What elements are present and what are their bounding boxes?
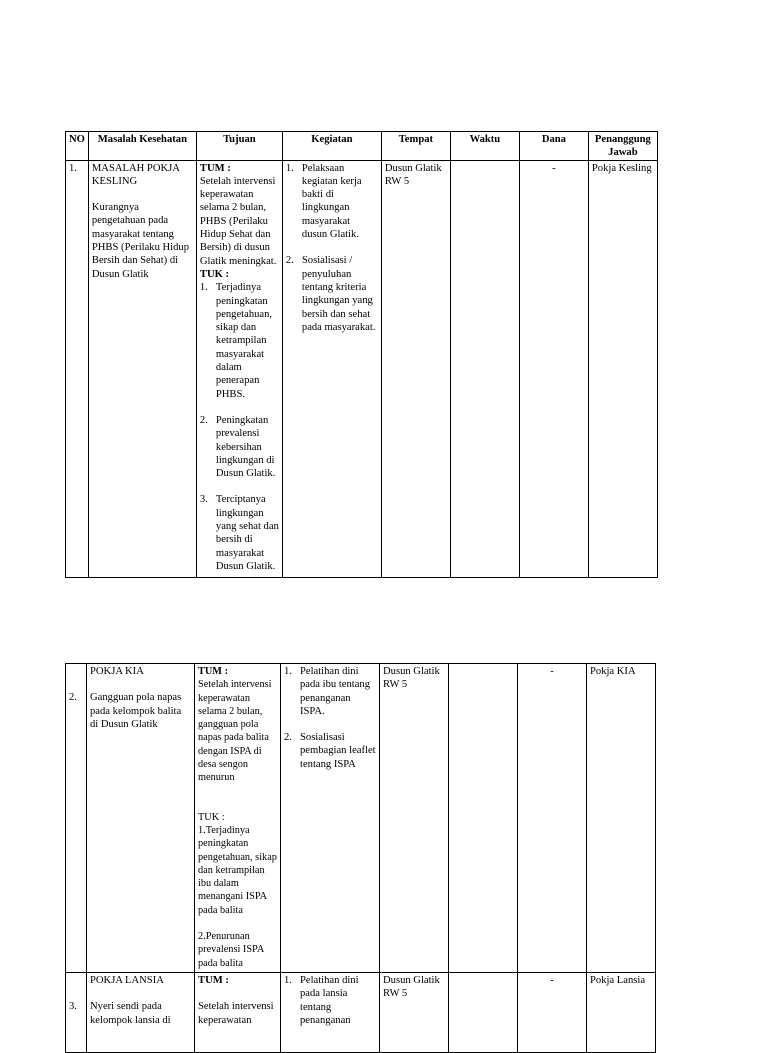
tuk-list (200, 281, 279, 573)
masalah-title: POKJA LANSIA (90, 975, 164, 986)
list-item: 2. Sosialisasi / penyuluhan tentang kriteria lingkungan yang bersih dan sehat pada masyarakat. (285, 255, 376, 333)
dana-cell: - (519, 160, 588, 577)
tujuan-cell (196, 160, 282, 577)
tum-label: TUM : (199, 162, 231, 174)
dana-cell: - (518, 664, 587, 973)
tuk-label: TUK : (199, 268, 230, 280)
list-item: 3. Terciptanya lingkungan yang sehat dan bersih di masyarakat Dusun Glatik. (199, 494, 279, 572)
header-no: NO (66, 132, 89, 161)
waktu-cell (449, 973, 518, 1053)
kegiatan-list (284, 665, 376, 771)
tum-text: Setelah intervensi keperawatan selama 2 bulan, gangguan pola napas pada balita dengan ISPA di desa sengon menurun (198, 679, 272, 784)
masalah-description: Nyeri sendi pada kelompok lansia di (90, 1001, 171, 1026)
masalah-description: Gangguan pola napas pada kelompok balita di Dusun Glatik (90, 692, 182, 730)
masalah-cell (87, 973, 195, 1053)
tuk-label: TUK : (198, 811, 225, 823)
dana-cell: - (518, 973, 587, 1053)
list-item: 1. Pelatihan dini pada ibu tentang penanganan ISPA. (284, 666, 371, 717)
table-1 (65, 131, 658, 578)
header-masalah: Masalah Kesehatan (88, 132, 196, 161)
tum-text: Setelah intervensi keperawatan (198, 1001, 274, 1026)
row-number: 2. (66, 664, 87, 973)
header-row (66, 132, 658, 161)
list-item: 1. Pelaksaan kegiatan kerja bakti di lingkungan masyarakat dusun Glatik. (285, 162, 362, 241)
table-row (66, 160, 658, 577)
row-number: 1. (66, 160, 89, 577)
table-row (66, 973, 656, 1053)
table-row (66, 664, 656, 973)
row-number: 3. (66, 973, 87, 1053)
tum-label: TUM : (198, 666, 229, 677)
kegiatan-cell (281, 973, 380, 1053)
list-item: 1. Pelatihan dini pada lansia tentang penanganan (284, 975, 359, 1026)
header-tujuan: Tujuan (196, 132, 282, 161)
header-tempat: Tempat (381, 132, 450, 161)
masalah-title: MASALAH POKJA KESLING (91, 162, 180, 187)
tum-text: Setelah intervensi keperawatan selama 2 bulan, PHBS (Perilaku Hidup Sehat dan Bersih) di dusun Glatik meningkat. (199, 175, 277, 267)
pj-cell: Pokja KIA (587, 664, 656, 973)
waktu-cell (450, 160, 519, 577)
table-2 (65, 663, 656, 1053)
masalah-cell (87, 664, 195, 973)
tempat-cell: Dusun Glatik RW 5 (380, 664, 449, 973)
masalah-description: Kurangnya pengetahuan pada masyarakat tentang PHBS (Perilaku Hidup Bersih dan Sehat) di Dusun Glatik (91, 202, 190, 280)
tujuan-cell (195, 973, 281, 1053)
pj-cell: Pokja Lansia (587, 973, 656, 1053)
kegiatan-cell (282, 160, 381, 577)
kegiatan-cell (281, 664, 380, 973)
masalah-cell (88, 160, 196, 577)
tum-label: TUM : (198, 975, 229, 986)
header-kegiatan: Kegiatan (282, 132, 381, 161)
tujuan-cell (195, 664, 281, 973)
tuk-item-2: 2.Penurunan prevalensi ISPA pada balita (198, 931, 264, 969)
masalah-title: POKJA KIA (90, 666, 144, 677)
list-item: 1. Terjadinya peningkatan pengetahuan, sikap dan ketrampilan masyarakat dalam penerapan PHBS. (199, 282, 273, 400)
header-dana: Dana (519, 132, 588, 161)
list-item: 2. Sosialisasi pembagian leaflet tentang ISPA (284, 732, 376, 770)
pj-cell: Pokja Kesling (588, 160, 657, 577)
header-waktu: Waktu (450, 132, 519, 161)
list-item: 2. Peningkatan prevalensi kebersihan lingkungan di Dusun Glatik. (199, 414, 276, 480)
kegiatan-list (284, 974, 376, 1027)
tempat-cell: Dusun Glatik RW 5 (381, 160, 450, 577)
waktu-cell (449, 664, 518, 973)
header-pj: Penanggung Jawab (588, 132, 657, 161)
tuk-item-1: 1.Terjadinya peningkatan pengetahuan, sikap dan ketrampilan ibu dalam menangani ISPA pada balita (198, 824, 277, 916)
kegiatan-list (286, 162, 378, 335)
tempat-cell: Dusun Glatik RW 5 (380, 973, 449, 1053)
